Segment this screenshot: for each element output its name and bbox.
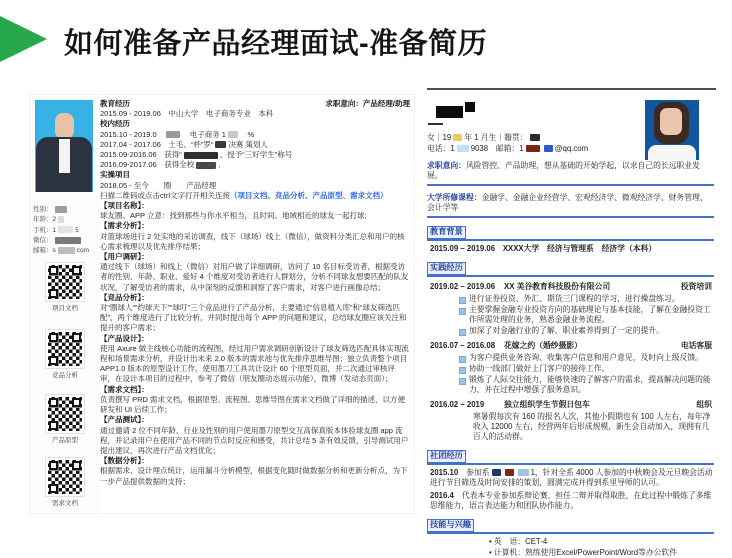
experience-tag: 组织 bbox=[696, 400, 712, 409]
qr-code-icon bbox=[46, 330, 84, 368]
campus-line: 2015.09-2016.06 获得“ ，授予“三好学生”称号 bbox=[100, 150, 293, 160]
qr-label: 项目文档 bbox=[52, 305, 78, 312]
education-line: 2015.09 - 2019.06 中山大学 电子商务专业 本科 bbox=[100, 109, 274, 119]
block-text: 负责撰写 PRD 需求文档，根据原型、流程图、思维导图在需求文档做了详细的描述，以方便研发和 UI 后续工作； bbox=[100, 394, 406, 415]
block-text: 对“圈球人”“约球天下”“球叮”三个竞品进行了产品分析，主要通过“信息植入库”和“球友筛选匹配”，两个维度进行了比较分析，并同时提出每个 APP 的问题和建议，总结球友圈应该关注和提升的客户需求； bbox=[100, 303, 407, 333]
block-label-data-analysis: 【数据分析】： bbox=[100, 456, 149, 466]
section-title-club: 社团经历 bbox=[427, 450, 466, 463]
bullet-item: 加深了对金融行业的了解，职业素养得到了一定的提升。 bbox=[459, 326, 716, 336]
skills-list bbox=[489, 537, 716, 558]
block-text: 球友圈、APP 立意：找到那些与你水平相当，且时间、地域相近的球友一起打球; bbox=[100, 211, 367, 221]
section-education-title: 教育经历 bbox=[100, 99, 130, 108]
qr-label: 需求文档 bbox=[52, 500, 78, 507]
field-phone: 手机：1 5 bbox=[33, 226, 79, 234]
skill-item: • 计算机：熟练使用Excel/PowerPoint/Word等办公软件 bbox=[489, 548, 678, 557]
skill-item: • 英 语：CET-4 bbox=[489, 537, 548, 546]
resume-left bbox=[30, 95, 414, 513]
experience-org: 花嫁之约（婚纱摄影） bbox=[504, 341, 582, 350]
qr-requirement-doc bbox=[39, 458, 91, 507]
avatar-shirt bbox=[648, 145, 696, 160]
courses-text: 金融学、金融企业经营学、宏观经济学、微观经济学、财务管理、会计学等 bbox=[427, 193, 708, 212]
block-text: 使用 Axure 做主线核心功能的流程图，经过用户需求调研创新设计了球友筛选匹配具体实现流程和场景需求分析，并设计出未来 2.0 版本的需求池与优先排序思维导图；独立负责整个项目 APP1.0 版本的原型设计工作，使用墨刀工具共计设计 60 个原型页面，并二次通过审核评审，在设计本项目的过程中，参考了微信（朋友圈动态展示功能），微博（发动态页面）； bbox=[100, 343, 409, 384]
contact-line: 电话：1 9038 邮箱：1 @qq.com bbox=[427, 144, 589, 153]
club-text: 代表本专业参加系辩论赛，担任二辩并取得取胜，在此过程中锻炼了多维思维能力，语言表达能力和团队协作能力。 bbox=[430, 491, 712, 510]
section-title-education: 教育背景 bbox=[427, 226, 466, 239]
field-email: 邮箱：s com bbox=[33, 247, 90, 255]
experience-org: XX 美谷教育科技股份有限公司 bbox=[504, 282, 611, 291]
club-text: 参加系 1，针对全系 4000 人参加的中秋晚会及元旦晚会活动进行节目筛选及时间安排的策划，圆满完成并得到系里导师的认可。 bbox=[430, 468, 713, 487]
block-label-product-test: 【产品测试】： bbox=[100, 415, 149, 425]
section-club bbox=[427, 450, 714, 465]
job-intent-text: 风险管控、产品助理，想从基础的开始学起，以求自己的长远职业发展。 bbox=[427, 161, 700, 180]
courses-row bbox=[427, 193, 714, 218]
qr-code-icon bbox=[46, 263, 84, 301]
experience-row bbox=[430, 282, 716, 292]
page-title: 如何准备产品经理面试-准备简历 bbox=[64, 28, 488, 60]
field-wechat: 微信： bbox=[33, 236, 99, 246]
qr-competitor-analysis bbox=[39, 330, 91, 379]
qr-code-icon bbox=[46, 458, 84, 496]
block-label-product-design: 【产品设计】： bbox=[100, 333, 149, 343]
avatar bbox=[35, 100, 93, 192]
block-text: 通过邀请 2 位不同年龄、行业及性别的用户使用墨刀原型交互高保真版本体验球友圈 app 流程，并记录用户在使用产品不同的节点时反应和感受，共计总结 5 条有效反馈，引导测试用户提出建议，再次进行产品文档优化； bbox=[100, 425, 409, 455]
experience-row bbox=[430, 341, 716, 351]
section-practice bbox=[427, 262, 714, 277]
doc-links-line[interactable]: 扫描二维码或点击ctrl文字打开相关连接（项目文档、竞品分析、产品原型、需求文档） bbox=[100, 190, 388, 200]
club-date: 2015.10 bbox=[430, 468, 459, 477]
bullet-item: 为客户提供业务咨询、收集客户信息和用户意见，及时向上级反馈。 bbox=[459, 353, 716, 363]
qr-label: 竞品分析 bbox=[52, 372, 78, 379]
section-education bbox=[427, 226, 714, 241]
redacted-name-underline bbox=[428, 123, 443, 125]
redacted-name-block bbox=[436, 106, 463, 118]
experience-desc: 寒暑假每次有 160 的报名人次，其他小假期也有 100 人左右，每年净收入 12000 左右，经营两年后形成规模，新生会自动加入，现拥有几百人的活动群。 bbox=[473, 412, 711, 441]
section-campus-title: 校内经历 bbox=[100, 119, 130, 129]
gender-birth-line: 女｜19 年 1 月生｜籍贯： bbox=[427, 133, 716, 143]
block-label-competitor-analysis: 【竞品分析】： bbox=[100, 292, 149, 302]
avatar-shirt bbox=[59, 139, 70, 173]
section-title-practice: 实践经历 bbox=[427, 262, 466, 275]
green-arrow-icon bbox=[0, 16, 47, 62]
section-project-title: 实操项目 bbox=[100, 170, 130, 180]
club-item bbox=[430, 491, 716, 511]
resume-left-body bbox=[100, 99, 410, 511]
campus-line: 2015.10 - 2019.0 电子商务 1 % bbox=[100, 129, 255, 139]
bullet-item: 锻炼了人际交往能力，能够快速的了解客户的需求，提高解决问题的能力，并在过程中增强了服务意识。 bbox=[459, 375, 716, 395]
name-header bbox=[427, 90, 716, 132]
redacted-name-block bbox=[465, 102, 475, 112]
block-text: 对篮球场进行 2 处实地的采访调查，线下（球场）线上（微信），做资料分类汇总和用户的核心需求梳理以及优先排序结果； bbox=[100, 231, 405, 251]
resume-left-sidebar bbox=[30, 95, 100, 513]
qr-code-icon bbox=[46, 395, 84, 433]
block-text: 根据需求，设计埋点统计，运用漏斗分析模型，根据变化随时做数据分析和更新分析点，为下一步产品提供数据的支持； bbox=[100, 466, 408, 486]
field-gender: 性别： bbox=[33, 205, 99, 215]
bullet-item: 主要掌握金融专业投资方向的基础理论与基本技能，了解在金融投资工作所需处理的业务，熟悉金融业务流程。 bbox=[459, 305, 716, 325]
personal-info-fields bbox=[33, 205, 99, 256]
experience-bullets bbox=[459, 294, 716, 336]
courses-label: 大学所修课程： bbox=[427, 193, 482, 202]
qr-project-doc bbox=[39, 263, 91, 312]
experience-period: 2016.07 – 2016.08 bbox=[430, 341, 496, 350]
qr-product-prototype bbox=[39, 395, 91, 444]
experience-org: 独立组织学生节假日包车 bbox=[504, 400, 590, 409]
field-age: 年龄：2 bbox=[33, 215, 99, 225]
block-label-project-name: 【项目名称】： bbox=[100, 201, 149, 211]
project-line: 2018.05 - 至今 圈 产品经理 bbox=[100, 180, 217, 190]
block-label-requirement-doc: 【需求文档】： bbox=[100, 384, 149, 394]
experience-bullets bbox=[459, 353, 716, 395]
avatar bbox=[645, 100, 699, 160]
bullet-item: 协助一线部门做好上门客户的接待工作。 bbox=[459, 364, 716, 374]
experience-period: 2019.02 – 2019.06 bbox=[430, 282, 496, 291]
club-date: 2016.4 bbox=[430, 491, 454, 500]
avatar-face bbox=[660, 108, 682, 135]
education-line: 2015.09 – 2019.06 XXXX大学 经济与管理系 经济学（本科） bbox=[430, 244, 657, 253]
section-title-skills: 技能与兴趣 bbox=[427, 519, 474, 532]
section-skills bbox=[427, 519, 714, 534]
block-text: 通过线下（球场）和线上（微信）对用户做了详细调研，访问了 10 名目标受访者，根据受访者的性别、年龄、职业、爱好 4 个维度对受访者进行人群划分，分析不同球友想要匹配的队友状况，了解受访者的需求，从中深刻的反馈和洞察了客户需求，对客户进行画像总结； bbox=[100, 262, 409, 292]
experience-tag: 投资培训 bbox=[680, 282, 712, 291]
campus-line: 2017.04 - 2017.06 土毛、“杯”罗“ 决赛 策划人 bbox=[100, 139, 268, 149]
experience-tag: 电话客服 bbox=[680, 341, 712, 350]
experience-period: 2016.02 – 2019 bbox=[430, 400, 485, 409]
block-label-user-research: 【用户调研】： bbox=[100, 252, 149, 262]
block-label-requirement-analysis: 【需求分析】： bbox=[100, 221, 149, 231]
job-intent-label: 求职意向： bbox=[427, 161, 466, 170]
job-intent: 求职意向：产品经理/助理 bbox=[325, 99, 410, 108]
qr-label: 产品原型 bbox=[52, 437, 78, 444]
job-intent-row bbox=[427, 161, 714, 186]
resume-right bbox=[427, 88, 716, 557]
bullet-item: 进行证券投资、外汇、期货三门课程的学习，进行操盘练习。 bbox=[459, 294, 716, 304]
avatar-head bbox=[55, 113, 74, 139]
club-item bbox=[430, 468, 716, 488]
campus-line: 2016.09-2017.06 获得全校 ． bbox=[100, 160, 226, 170]
experience-row bbox=[430, 400, 716, 410]
